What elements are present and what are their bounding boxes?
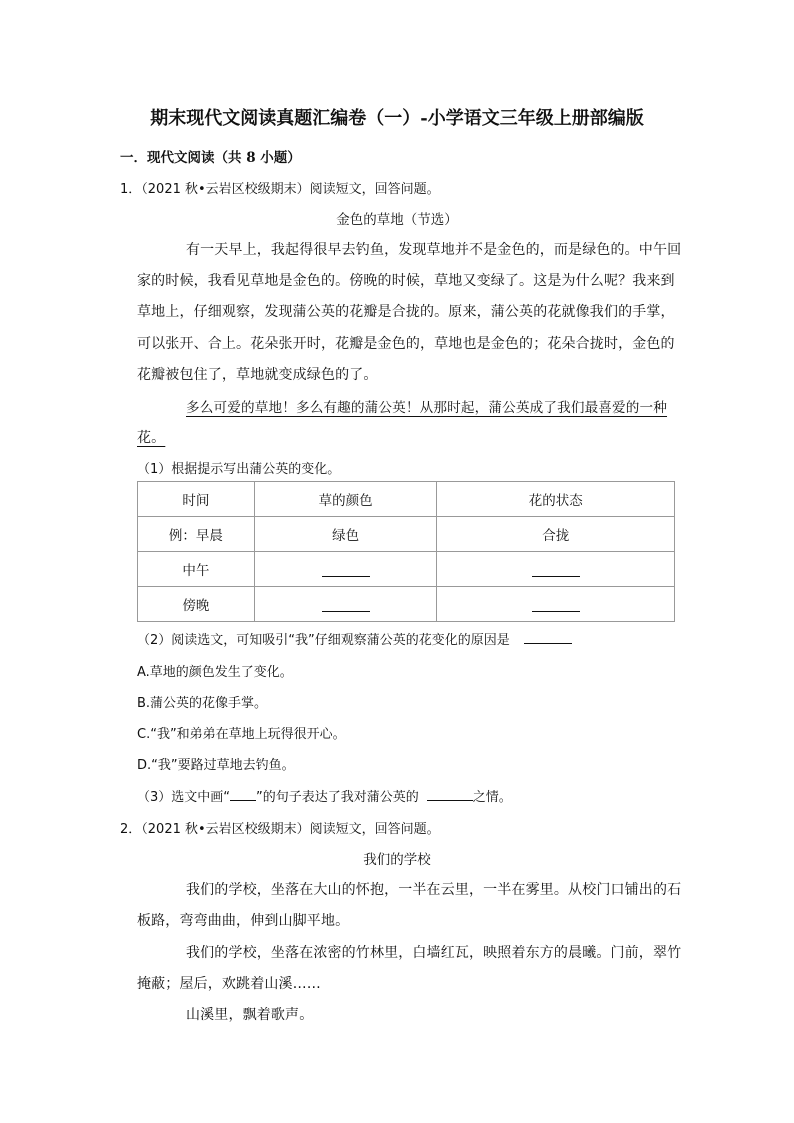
passage-2-line: 掩蔽；屋后，欢跳着山溪…… <box>137 976 321 992</box>
sub-question-1: （1）根据提示写出蒲公英的变化。 <box>137 462 341 477</box>
document-title: 期末现代文阅读真题汇编卷（一）-小学语文三年级上册部编版 <box>150 108 644 129</box>
sub-question-3 <box>137 786 512 805</box>
table-answer-cell[interactable] <box>254 587 437 622</box>
table-row <box>138 587 675 622</box>
sub-question-2-text: （2）阅读选文，可知吸引“我”仔细观察蒲公英的花变化的原因是 <box>137 633 510 648</box>
answer-blank[interactable] <box>532 558 580 577</box>
passage-1-line: 草地上，仔细观察，发现蒲公英的花瓣是合拢的。原来，蒲公英的花就像我们的手掌， <box>137 304 675 320</box>
sub-question-2 <box>137 629 572 648</box>
table-answer-cell[interactable] <box>437 552 675 587</box>
table-header-cell: 草的颜色 <box>254 482 437 517</box>
underlined-sentence-end: 花。 <box>137 430 166 446</box>
table-cell: 例：早晨 <box>138 517 255 552</box>
table-cell: 合拢 <box>437 517 675 552</box>
passage-2-line: 我们的学校，坐落在浓密的竹林里，白墙红瓦，映照着东方的晨曦。门前，翠竹 <box>186 945 682 961</box>
answer-blank[interactable] <box>524 631 572 644</box>
sub-question-3-text: （3）选文中画“ <box>137 790 231 805</box>
answer-blank[interactable] <box>230 788 256 801</box>
dandelion-change-table <box>137 481 675 622</box>
question-1-header: 1．（2021 秋•云岩区校级期末）阅读短文，回答问题。 <box>120 182 440 197</box>
option-d: D.“我”要路过草地去钓鱼。 <box>137 758 295 773</box>
table-answer-cell[interactable] <box>437 587 675 622</box>
answer-blank[interactable] <box>532 593 580 612</box>
passage-1-title: 金色的草地（节选） <box>336 212 458 228</box>
sub-question-3-text: 之情。 <box>472 790 512 805</box>
passage-1-line: 可以张开、合上。花朵张开时，花瓣是金色的，草地也是金色的；花朵合拢时，金色的 <box>137 336 675 352</box>
option-a: A.草地的颜色发生了变化。 <box>137 665 293 680</box>
section-heading: 一．现代文阅读（共 8 小题） <box>120 150 301 166</box>
option-b: B.蒲公英的花像手掌。 <box>137 696 268 711</box>
table-header-row <box>138 482 675 517</box>
answer-blank[interactable] <box>322 593 370 612</box>
option-c: C.“我”和弟弟在草地上玩得很开心。 <box>137 727 346 742</box>
passage-1-line: 家的时候，我看见草地是金色的。傍晚的时候，草地又变绿了。这是为什么呢？我来到 <box>137 273 675 289</box>
table-cell: 傍晚 <box>138 587 255 622</box>
table-header-cell: 花的状态 <box>437 482 675 517</box>
table-row <box>138 552 675 587</box>
table-cell: 中午 <box>138 552 255 587</box>
table-cell: 绿色 <box>254 517 437 552</box>
answer-blank[interactable] <box>427 788 473 801</box>
passage-2-line: 山溪里，飘着歌声。 <box>186 1007 314 1023</box>
passage-2-title: 我们的学校 <box>363 852 431 868</box>
passage-2-line: 我们的学校，坐落在大山的怀抱，一半在云里，一半在雾里。从校门口铺出的石 <box>186 882 682 898</box>
table-header-cell: 时间 <box>138 482 255 517</box>
question-2-header: 2．（2021 秋•云岩区校级期末）阅读短文，回答问题。 <box>120 822 440 837</box>
table-answer-cell[interactable] <box>254 552 437 587</box>
passage-1-line: 有一天早上，我起得很早去钓鱼，发现草地并不是金色的，而是绿色的。中午回 <box>186 242 682 258</box>
answer-blank[interactable] <box>322 558 370 577</box>
sub-question-3-text: ”的句子表达了我对蒲公英的 <box>256 790 419 805</box>
table-row <box>138 517 675 552</box>
passage-2-line: 板路，弯弯曲曲，伸到山脚平地。 <box>137 913 350 929</box>
passage-1-line: 花瓣被包住了，草地就变成绿色的了。 <box>137 367 378 383</box>
underlined-sentence: 多么可爱的草地！多么有趣的蒲公英！从那时起，蒲公英成了我们最喜爱的一种 <box>186 400 668 416</box>
